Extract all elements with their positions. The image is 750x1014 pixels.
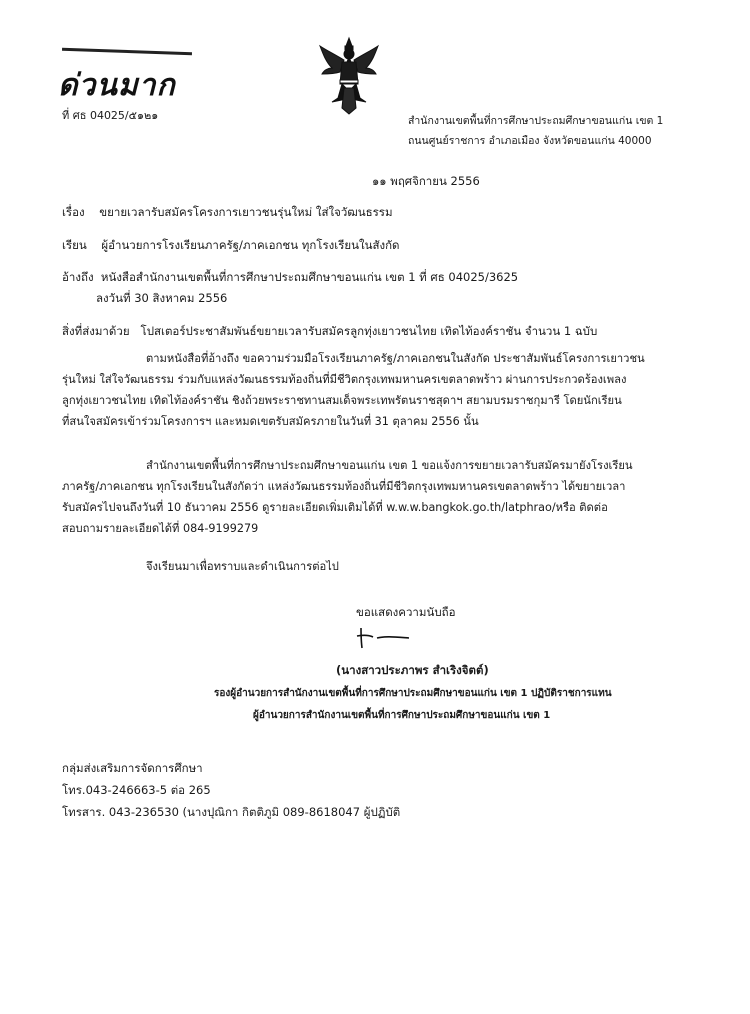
- body-paragraph-2-line: ภาครัฐ/ภาคเอกชน ทุกโรงเรียนในสังกัดว่า แหล่งวัฒนธรรมท้องถิ่นที่มีชีวิตกรุงเทพมหานครเขตลาดพร้าว ได้ขยายเวลา: [62, 480, 626, 493]
- body-paragraph-1-line: รุ่นใหม่ ใส่ใจวัฒนธรรม ร่วมกับแหล่งวัฒนธรรมท้องถิ่นที่มีชีวิตกรุงเทพมหานครเขตลาดพร้าว ผ่านการประกวดร้องเพลง: [62, 373, 627, 386]
- reference-label: อ้างถึง: [62, 270, 94, 284]
- agency-address: ถนนศูนย์ราชการ อำเภอเมือง จังหวัดขอนแก่น 40000: [408, 135, 652, 147]
- document-date: ๑๑ พฤศจิกายน 2556: [372, 174, 480, 188]
- subject-label: เรื่อง: [62, 205, 85, 219]
- body-paragraph-1-line: ตามหนังสือที่อ้างถึง ขอความร่วมมือโรงเรียนภาครัฐ/ภาคเอกชนในสังกัด ประชาสัมพันธ์โครงการเยาวชน: [146, 352, 645, 365]
- body-paragraph-3: [62, 556, 702, 577]
- document-number: ที่ ศธ 04025/๕๑๒๑: [62, 109, 159, 122]
- garuda-emblem-icon: [318, 36, 380, 116]
- reference-line-2: ลงวันที่ 30 สิงหาคม 2556: [96, 291, 228, 305]
- subject-value: ขยายเวลารับสมัครโครงการเยาวชนรุ่นใหม่ ใส่ใจวัฒนธรรม: [99, 205, 393, 219]
- signer-name: (นางสาวประภาพร สำเริงจิตต์): [336, 663, 489, 677]
- urgency-stamp-bar: [62, 48, 192, 56]
- enclosure-value: โปสเตอร์ประชาสัมพันธ์ขยายเวลารับสมัครลูกทุ่งเยาวชนไทย เทิดไท้องค์ราชัน จำนวน 1 ฉบับ: [140, 324, 598, 338]
- issuing-office: กลุ่มส่งเสริมการจัดการศึกษา: [62, 761, 203, 775]
- body-paragraph-2: [62, 455, 702, 539]
- body-paragraph-1: [62, 348, 702, 432]
- enclosure-row: [62, 323, 597, 341]
- reference-line-1: หนังสือสำนักงานเขตพื้นที่การศึกษาประถมศึกษาขอนแก่น เขต 1 ที่ ศธ 04025/3625: [100, 270, 519, 284]
- body-paragraph-3-line: จึงเรียนมาเพื่อทราบและดำเนินการต่อไป: [146, 560, 339, 573]
- body-paragraph-2-line: สอบถามรายละเอียดได้ที่ 084-9199279: [62, 522, 259, 535]
- recipient-value: ผู้อำนวยการโรงเรียนภาครัฐ/ภาคเอกชน ทุกโรงเรียนในสังกัด: [101, 238, 400, 252]
- body-paragraph-2-line: สำนักงานเขตพื้นที่การศึกษาประถมศึกษาขอนแก่น เขต 1 ขอแจ้งการขยายเวลารับสมัครมายังโรงเรียน: [146, 459, 633, 472]
- closing-salutation: ขอแสดงความนับถือ: [356, 605, 456, 619]
- reference-row: [62, 269, 518, 287]
- signer-position-line-1: รองผู้อำนวยการสำนักงานเขตพื้นที่การศึกษาประถมศึกษาขอนแก่น เขต 1 ปฏิบัติราชการแทน: [214, 688, 612, 699]
- enclosure-label: สิ่งที่ส่งมาด้วย: [62, 324, 130, 338]
- fax-contact: โทรสาร. 043-236530 (นางปุณิกา กิตติภูมิ 089-8618047 ผู้ปฏิบัติ: [62, 805, 401, 819]
- body-paragraph-2-line: รับสมัครไปจนถึงวันที่ 10 ธันวาคม 2556 ดูรายละเอียดเพิ่มเติมได้ที่ w.w.w.bangkok.go.th/latphrao/หรือ ติดต่อ: [62, 501, 608, 514]
- recipient-label: เรียน: [62, 238, 87, 252]
- telephone: โทร.043-246663-5 ต่อ 265: [62, 783, 211, 797]
- body-paragraph-1-line: ที่สนใจสมัครเข้าร่วมโครงการฯ และหมดเขตรับสมัครภายในวันที่ 31 ตุลาคม 2556 นั้น: [62, 415, 479, 428]
- handwritten-signature-icon: [355, 624, 415, 650]
- agency-name: สำนักงานเขตพื้นที่การศึกษาประถมศึกษาขอนแก่น เขต 1: [408, 115, 664, 127]
- subject-row: [62, 204, 393, 222]
- signer-position-line-2: ผู้อำนวยการสำนักงานเขตพื้นที่การศึกษาประถมศึกษาขอนแก่น เขต 1: [253, 710, 551, 721]
- urgency-stamp: ด่วนมาก: [58, 68, 176, 103]
- recipient-row: [62, 237, 400, 255]
- body-paragraph-1-line: ลูกทุ่งเยาวชนไทย เทิดไท้องค์ราชัน ชิงถ้วยพระราชทานสมเด็จพระเทพรัตนราชสุดาฯ สยามบรมราชกุมารี โดยนักเรียน: [62, 394, 622, 407]
